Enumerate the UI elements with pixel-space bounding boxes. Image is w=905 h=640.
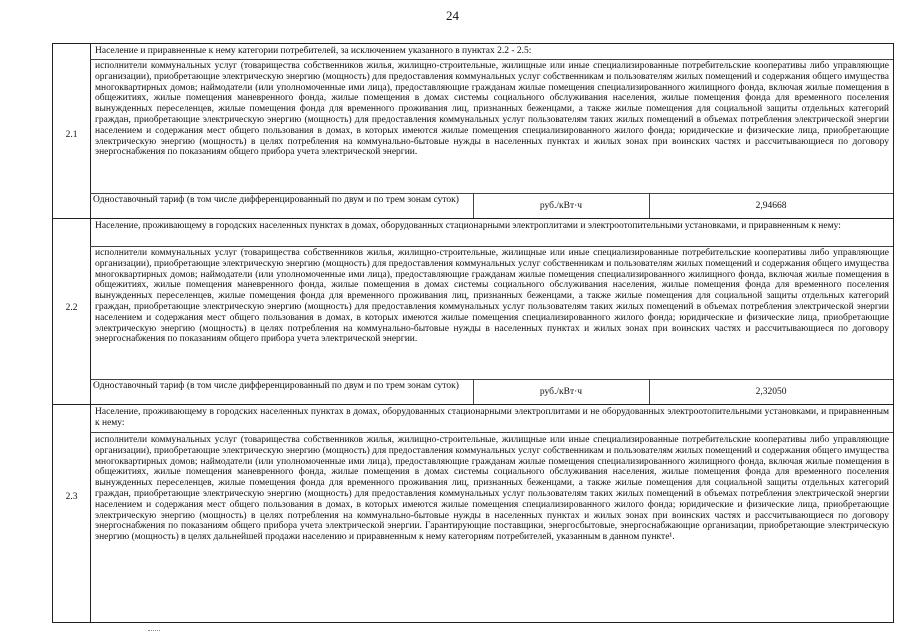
- row-heading: Население, проживающему в городских населенных пунктах в домах, оборудованных стационарными электроплитами и электроотопительными установками, и приравненным к нему:: [95, 221, 841, 231]
- row-number: 2.3: [65, 492, 78, 502]
- heading-divider: [90, 59, 893, 60]
- heading-divider: [90, 432, 893, 433]
- row-body: исполнители коммунальных услуг (товарищества собственников жилья, жилищно-строительные, жилищные или иные специализированные потребительские кооперативы либо управляющие организации), приобретающие электрическую энергию (мощность) для предоставления коммунальных услуг собственникам и пользователям жилых помещений и содержания общего имущества многоквартирных домов; наймодатели (или уполномоченные ими лица), предоставляющие гражданам жилые помещения специализированного жилищного фонда, включая жилые помещения в общежитиях, жилые помещения маневренного фонда, жилые помещения в домах системы социального обслуживания населения, жилые помещения фонда для временного поселения вынужденных переселенцев, жилые помещения фонда для временного проживания лиц, признанных беженцами, а также жилые помещения для социальной защиты отдельных категорий граждан, приобретающие электрическую энергию (мощность) для предоставления коммунальных услуг пользователям таких жилых помещений в объемах потребления электрической энергии населением и содержания мест общего пользования в домах, в которых имеются жилые помещения специализированного жилого фонда; юридические и физические лица, приобретающие электрическую энергию (мощность) в целях потребления на коммунально-бытовые нужды в населенных пунктах и жилых зонах при воинских частях и рассчитывающиеся по договору энергоснабжения по показаниям общего прибора учета электрической энергии.: [95, 248, 889, 345]
- row-number: 2.1: [65, 130, 78, 140]
- tariff-table: [52, 43, 894, 623]
- number-column-divider: [90, 44, 91, 622]
- scan-mark: [148, 630, 160, 631]
- tariff-divider: [90, 193, 893, 194]
- row-divider: [53, 218, 893, 219]
- tariff-unit: руб./кВт·ч: [539, 201, 583, 211]
- row-body: исполнители коммунальных услуг (товарищества собственников жилья, жилищно-строительные, жилищные или иные специализированные потребительские кооперативы либо управляющие организации), приобретающие электрическую энергию (мощность) для предоставления коммунальных услуг собственникам и пользователям жилых помещений и содержания общего имущества многоквартирных домов; наймодатели (или уполномоченные ими лица), предоставляющие гражданам жилые помещения специализированного жилищного фонда, включая жилые помещения в общежитиях, жилые помещения маневренного фонда, жилые помещения в домах системы социального обслуживания населения, жилые помещения фонда для временного поселения вынужденных переселенцев, жилые помещения фонда для временного проживания лиц, признанных беженцами, а также жилые помещения для социальной защиты отдельных категорий граждан, приобретающие электрическую энергию (мощность) для предоставления коммунальных услуг пользователям таких жилых помещений в объемах потребления электрической энергии населением и содержания мест общего пользования в домах, в которых имеются жилые помещения специализированного жилого фонда; юридические и физические лица, приобретающие электрическую энергию (мощность) в целях потребления на коммунально-бытовые нужды в населенных пунктах и жилых зонах при воинских частях и рассчитывающиеся по договору энергоснабжения по показаниям общего прибора учета электрической энергии.: [95, 61, 889, 158]
- page-number: 24: [446, 8, 459, 23]
- tariff-value: 2,94668: [755, 201, 787, 211]
- row-heading: Население, проживающему в городских населенных пунктах в домах, оборудованных стационарными электроплитами и не оборудованных электроотопительными установками, и приравненным к нему:: [95, 407, 889, 428]
- tariff-divider: [90, 379, 893, 380]
- row-heading: Население и приравненные к нему категории потребителей, за исключением указанного в пунктах 2.2 - 2.5:: [95, 46, 532, 56]
- heading-divider: [90, 246, 893, 247]
- tariff-value: 2,32050: [755, 387, 787, 397]
- row-divider: [53, 404, 893, 405]
- row-number: 2.2: [65, 303, 78, 313]
- row-body: исполнители коммунальных услуг (товарищества собственников жилья, жилищно-строительные, жилищные или иные специализированные потребительские кооперативы либо управляющие организации), приобретающие электрическую энергию (мощность) для предоставления коммунальных услуг собственникам и пользователям жилых помещений и содержания общего имущества многоквартирных домов; наймодатели (или уполномоченные ими лица), предоставляющие гражданам жилые помещения специализированного жилищного фонда, включая жилые помещения в общежитиях, жилые помещения маневренного фонда, жилые помещения в домах системы социального обслуживания населения, жилые помещения фонда для временного поселения вынужденных переселенцев, жилые помещения фонда для временного проживания лиц, признанных беженцами, а также жилые помещения для социальной защиты отдельных категорий граждан, приобретающие электрическую энергию (мощность) для предоставления коммунальных услуг пользователям таких жилых помещений в объемах потребления электрической энергии населением и содержания мест общего пользования в домах, в которых имеются жилые помещения специализированного жилого фонда; юридические и физические лица, приобретающие электрическую энергию (мощность) в целях потребления на коммунально-бытовые нужды в населенных пунктах и жилых зонах при воинских частях и рассчитывающиеся по договору энергоснабжения по показаниям общего прибора учета электрической энергии. Гарантирующие поставщики, энергосбытовые, энергоснабжающие организации, приобретающие электрическую энергию (мощность) в целях дальнейшей продажи населению и приравненным к нему категориям потребителей, указанным в данном пункте¹.: [95, 435, 889, 543]
- tariff-label: Одноставочный тариф (в том числе дифференцированный по двум и по трем зонам суток): [93, 195, 459, 205]
- tariff-label: Одноставочный тариф (в том числе дифференцированный по двум и по трем зонам суток): [93, 381, 459, 391]
- tariff-unit: руб./кВт·ч: [539, 387, 583, 397]
